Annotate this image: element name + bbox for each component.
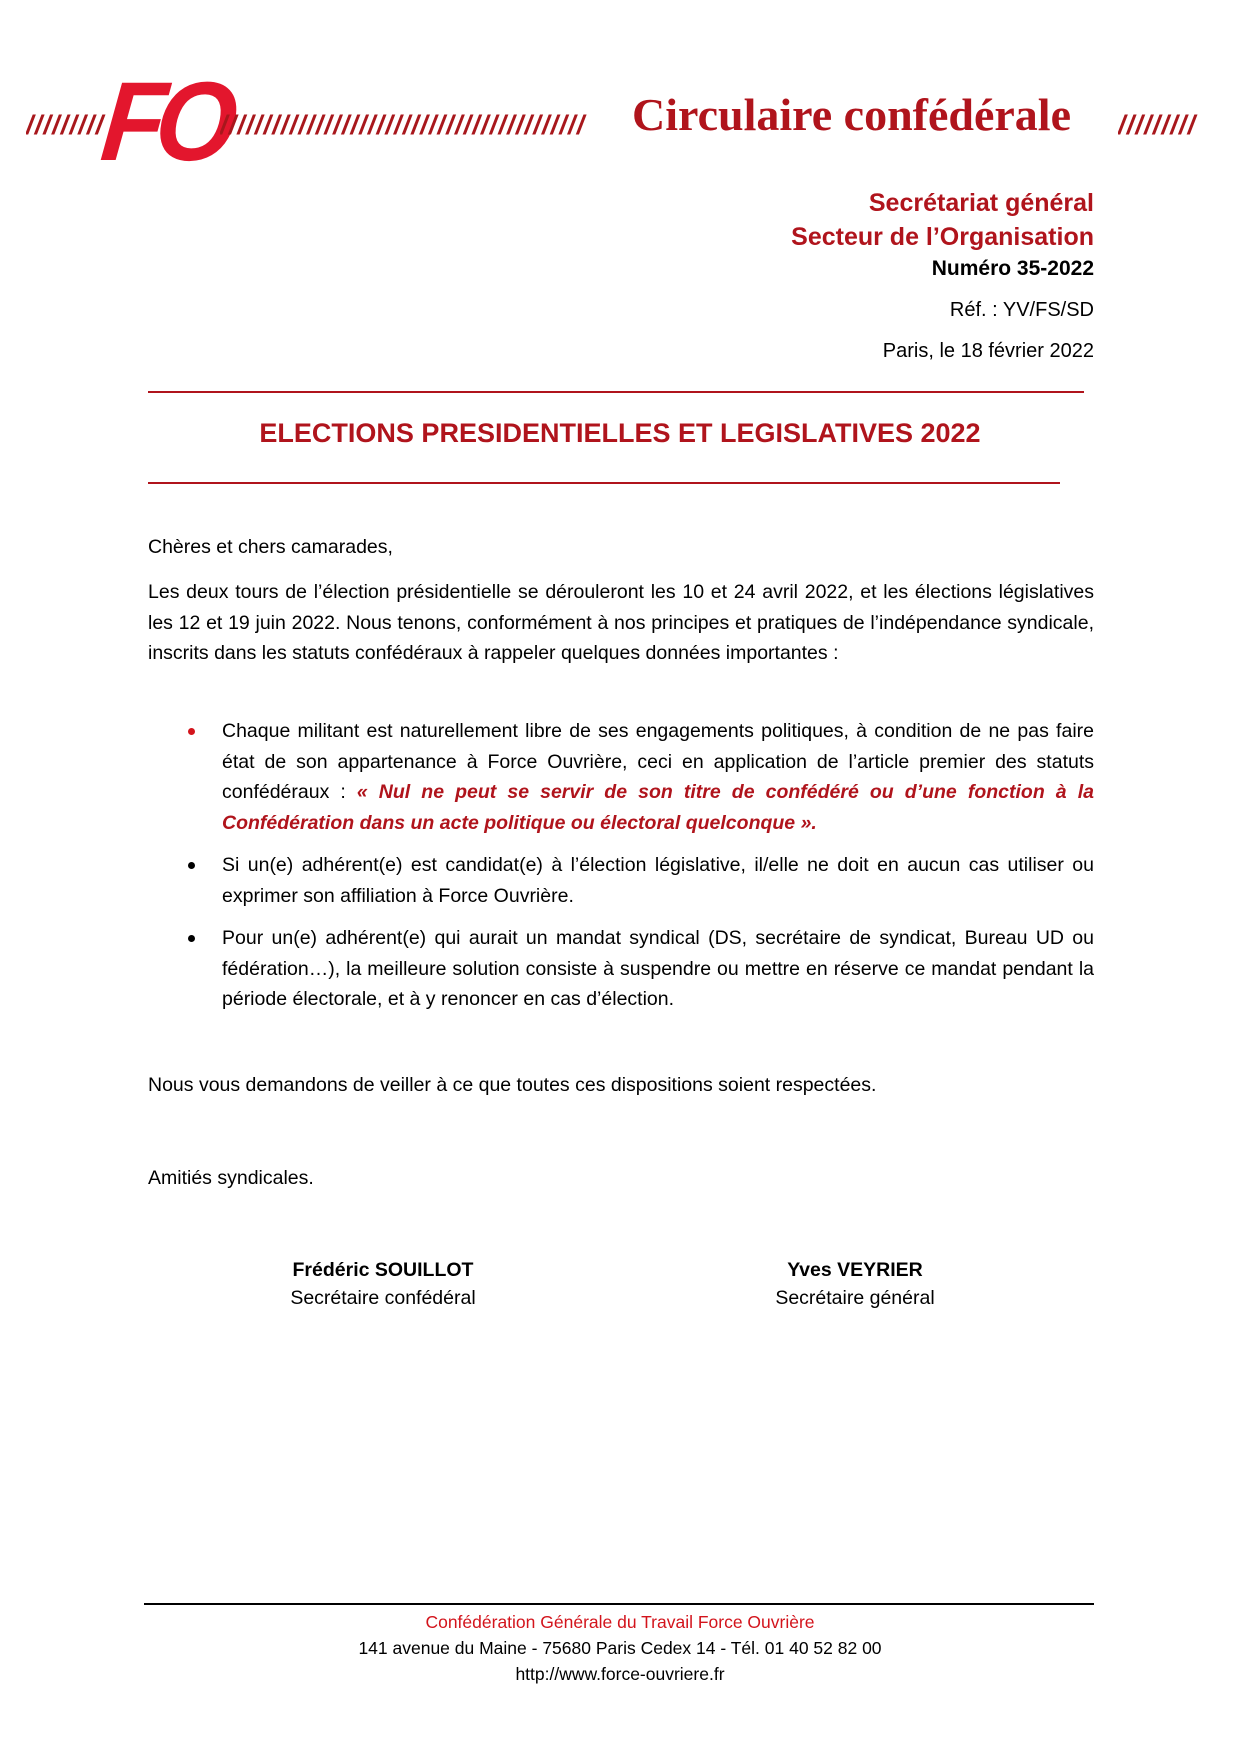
list-item-text: Pour un(e) adhérent(e) qui aurait un mandat syndical (DS, secrétaire de syndicat, Bureau UD ou fédération…), la meilleure solution consiste à suspendre ou mettre en réserve ce mandat pendant la période électorale, et à y renoncer en cas d’élection. [222, 927, 1094, 1010]
footer-website-link[interactable]: http://www.force-ouvriere.fr [515, 1664, 725, 1684]
bullet-list [148, 716, 1094, 1027]
signatory-name: Yves VEYRIER [787, 1259, 923, 1281]
salutation: Amitiés syndicales. [148, 1167, 314, 1189]
title-divider-top [148, 391, 1084, 393]
intro-paragraph: Les deux tours de l’élection présidentielle se dérouleront les 10 et 24 avril 2022, et les élections législatives les 12 et 19 juin 2022. Nous tenons, conformément à nos principes et pratiques de l’indépendance syndicale, inscrits dans les statuts confédéraux à rappeler quelques données importantes : [148, 581, 1094, 664]
signatory-name: Frédéric SOUILLOT [292, 1259, 474, 1281]
list-item [148, 850, 1094, 911]
signatory-role: Secrétaire confédéral [290, 1287, 476, 1309]
bullet-icon [188, 728, 195, 735]
document-subject: ELECTIONS PRESIDENTIELLES ET LEGISLATIVES 2022 [259, 418, 981, 448]
footer-address: 141 avenue du Maine - 75680 Paris Cedex 14 - Tél. 01 40 52 82 00 [358, 1638, 882, 1658]
letterhead [0, 59, 1240, 185]
decorative-slashes-left: ///////// [26, 110, 105, 140]
title-divider-bottom [148, 482, 1060, 484]
reference: Réf. : YV/FS/SD [949, 299, 1094, 321]
statute-quote: « Nul ne peut se servir de son titre de confédéré ou d’une fonction à la Confédération dans un acte politique ou électoral quelconque ». [222, 781, 1094, 834]
department: Secrétariat général [868, 189, 1094, 217]
fo-logo-text: FO [96, 59, 234, 185]
list-item [148, 923, 1094, 1015]
list-item-text: Si un(e) adhérent(e) est candidat(e) à l’élection législative, il/elle ne doit en aucun cas utiliser ou exprimer son affiliation à Force Ouvrière. [222, 854, 1094, 907]
greeting: Chères et chers camarades, [148, 536, 393, 558]
footer-organization: Confédération Générale du Travail Force Ouvrière [425, 1612, 815, 1632]
decorative-slashes-middle: ////////////////////////////////////////// [220, 110, 586, 140]
footer-divider [144, 1603, 1094, 1605]
signature-block-right [720, 1256, 990, 1312]
document-meta [791, 186, 1094, 365]
decorative-slashes-right: ///////// [1118, 110, 1197, 140]
sector: Secteur de l’Organisation [791, 223, 1094, 251]
document-type-title: Circulaire confédérale [632, 89, 1071, 140]
signature-block-left [248, 1256, 518, 1312]
signatory-role: Secrétaire général [775, 1287, 935, 1309]
bullet-icon [188, 935, 195, 942]
bullet-icon [188, 862, 195, 869]
list-item [148, 716, 1094, 838]
footer [0, 1609, 1240, 1687]
date-line: Paris, le 18 février 2022 [882, 340, 1094, 362]
fo-logo [96, 59, 234, 185]
circular-number: Numéro 35-2022 [931, 257, 1094, 280]
request-paragraph: Nous vous demandons de veiller à ce que toutes ces dispositions soient respectées. [148, 1074, 877, 1096]
list-item-text: Chaque militant est naturellement libre de ses engagements politiques, à condition de ne pas faire état de son appartenance à Force Ouvrière, ceci en application de l’article premier des statuts confédéraux : [222, 720, 1094, 803]
